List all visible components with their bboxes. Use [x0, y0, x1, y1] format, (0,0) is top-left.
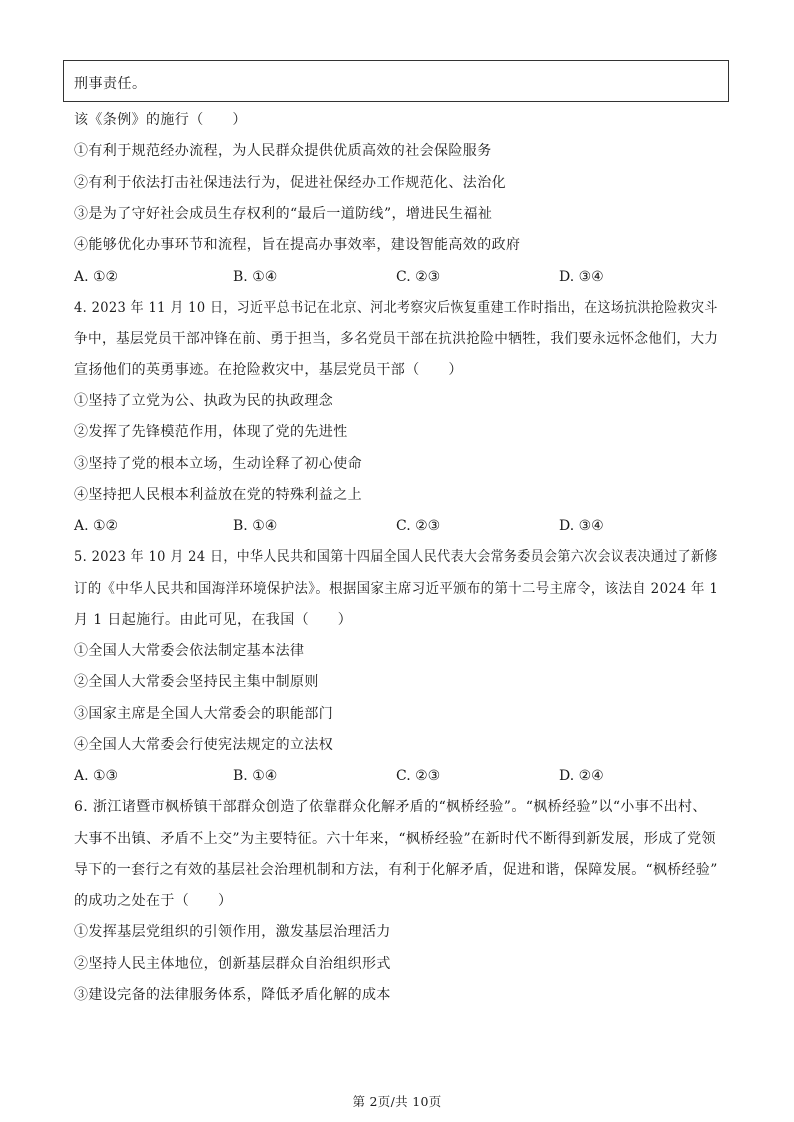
q4-option-d: D. ③④	[559, 518, 604, 534]
q4-stem-line-1: 4. 2023 年 11 月 10 日，习近平总书记在北京、河北考察灾后恢复重建工作时指出，在这场抗洪抢险救灾斗	[74, 300, 718, 316]
q5-item-1: ①全国人大常委会依法制定基本法律	[74, 643, 305, 659]
q4-option-b: B. ①④	[233, 518, 278, 534]
q5-stem-line-2: 订的《中华人民共和国海洋环境保护法》。根据国家主席习近平颁布的第十二号主席令，该法自 2024 年 1	[74, 581, 719, 597]
q3-option-d: D. ③④	[559, 269, 604, 285]
q6-stem-line-1: 6. 浙江诸暨市枫桥镇干部群众创造了依靠群众化解矛盾的“枫桥经验”。“枫桥经验”以“小事不出村、	[74, 799, 707, 815]
q6-stem-line-3: 导下的一套行之有效的基层社会治理机制和方法，有利于化解矛盾，促进和谐，保障发展。“枫桥经验”	[74, 862, 718, 878]
page-number-footer: 第 2页/共 10页	[352, 1094, 442, 1109]
q5-option-d: D. ②④	[559, 768, 604, 784]
q4-stem-line-2: 争中，基层党员干部冲锋在前、勇于担当，多名党员干部在抗洪抢险中牺牲，我们要永远怀念他们，大力	[74, 331, 719, 347]
q5-option-c: C. ②③	[396, 768, 441, 784]
q5-item-2: ②全国人大常委会坚持民主集中制原则	[74, 674, 319, 690]
q5-stem-line-1: 5. 2023 年 10 月 24 日，中华人民共和国第十四届全国人民代表大会常务委员会第六次会议表决通过了新修	[74, 549, 718, 565]
q3-option-a: A. ①②	[74, 269, 119, 285]
q3-item-1: ①有利于规范经办流程，为人民群众提供优质高效的社会保险服务	[74, 143, 492, 159]
q6-stem-line-4: 的成功之处在于（ ）	[74, 893, 233, 909]
material-text: 刑事责任。	[74, 76, 147, 92]
q4-item-2: ②发挥了先锋模范作用，体现了党的先进性	[74, 424, 348, 440]
q6-item-1: ①发挥基层党组织的引领作用，激发基层治理活力	[74, 924, 391, 940]
q5-option-a: A. ①③	[74, 768, 119, 784]
q3-option-b: B. ①④	[233, 269, 278, 285]
q3-stem: 该《条例》的施行（ ）	[74, 112, 247, 128]
q4-item-1: ①坚持了立党为公、执政为民的执政理念	[74, 393, 334, 409]
q6-item-2: ②坚持人民主体地位，创新基层群众自治组织形式	[74, 956, 391, 972]
q4-item-3: ③坚持了党的根本立场，生动诠释了初心使命	[74, 456, 362, 472]
continued-material-box	[63, 60, 729, 102]
q4-item-4: ④坚持把人民根本利益放在党的特殊利益之上	[74, 487, 362, 503]
q4-option-c: C. ②③	[396, 518, 441, 534]
q3-item-4: ④能够优化办事环节和流程，旨在提高办事效率，建设智能高效的政府	[74, 237, 521, 253]
q6-item-3: ③建设完备的法律服务体系，降低矛盾化解的成本	[74, 987, 391, 1003]
q6-stem-line-2: 大事不出镇、矛盾不上交”为主要特征。六十年来，“枫桥经验”在新时代不断得到新发展，形成了党领	[74, 831, 716, 847]
q3-item-3: ③是为了守好社会成员生存权利的“最后一道防线”，增进民生福祉	[74, 206, 493, 222]
q3-item-2: ②有利于依法打击社保违法行为，促进社保经办工作规范化、法治化	[74, 175, 506, 191]
q5-item-4: ④全国人大常委会行使宪法规定的立法权	[74, 737, 334, 753]
q5-item-3: ③国家主席是全国人大常委会的职能部门	[74, 706, 334, 722]
q3-option-c: C. ②③	[396, 269, 441, 285]
q4-option-a: A. ①②	[74, 518, 119, 534]
q5-stem-line-3: 月 1 日起施行。由此可见，在我国（ ）	[74, 612, 353, 628]
q5-option-b: B. ①④	[233, 768, 278, 784]
q4-stem-line-3: 宣扬他们的英勇事迹。在抢险救灾中，基层党员干部（ ）	[74, 362, 463, 378]
